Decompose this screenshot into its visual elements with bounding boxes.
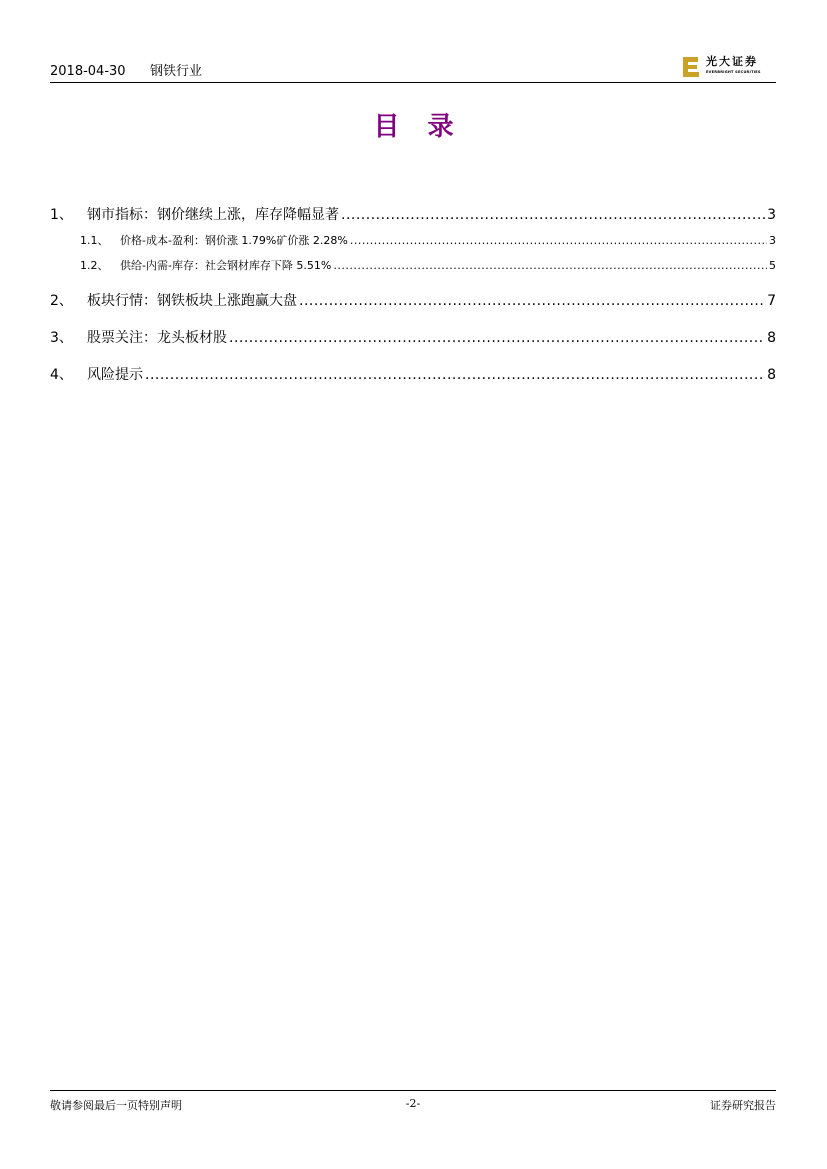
page-header <box>50 56 776 83</box>
toc-entry-title: 价格-成本-盈利：钢价涨 1.79%矿价涨 2.28% <box>120 234 348 247</box>
toc-entry-number: 1.2、 <box>80 259 109 272</box>
toc-entry-number: 4、 <box>50 367 73 383</box>
toc-leader-dots <box>229 330 765 346</box>
toc-entry-title: 钢市指标：钢价继续上涨，库存降幅显著 <box>87 207 339 223</box>
report-date: 2018-04-30 <box>50 64 126 79</box>
toc-leader-dots <box>341 207 765 223</box>
toc-entry-number: 2、 <box>50 293 73 309</box>
footer-page-number: -2- <box>405 1097 421 1110</box>
toc-entry-page: 5 <box>769 259 776 272</box>
toc-entry-title: 板块行情：钢铁板块上涨跑赢大盘 <box>87 293 297 309</box>
logo-english-text: EVERBRIGHT SECURITIES <box>706 70 761 74</box>
toc-entry-1-2[interactable] <box>50 257 776 273</box>
logo-chinese-text: 光大证券 <box>706 55 758 68</box>
toc-entry-number: 3、 <box>50 330 73 346</box>
toc-entry-page: 7 <box>767 293 776 309</box>
toc-entry-page: 8 <box>767 330 776 346</box>
toc-entry-1-1[interactable] <box>50 232 776 248</box>
footer-disclaimer: 敬请参阅最后一页特别声明 <box>50 1099 182 1112</box>
industry-label: 钢铁行业 <box>150 64 203 79</box>
toc-entry-3[interactable] <box>50 327 776 347</box>
company-logo <box>682 56 776 80</box>
toc-entry-number: 1.1、 <box>80 234 109 247</box>
toc-entry-4[interactable] <box>50 364 776 384</box>
everbright-logo-icon <box>682 56 700 78</box>
toc-entry-title: 风险提示 <box>87 367 143 383</box>
toc-leader-dots <box>333 259 767 272</box>
toc-entry-page: 3 <box>767 207 776 223</box>
toc-leader-dots <box>299 293 765 309</box>
toc-entry-page: 8 <box>767 367 776 383</box>
toc-entry-title: 供给-内需-库存：社会钢材库存下降 5.51% <box>120 259 332 272</box>
page-title: 目录 <box>373 112 482 142</box>
toc-entry-2[interactable] <box>50 290 776 310</box>
toc-leader-dots <box>350 234 767 247</box>
toc-leader-dots <box>145 367 765 383</box>
toc-entry-1[interactable] <box>50 204 776 224</box>
page-footer <box>50 1090 776 1117</box>
footer-report-type: 证券研究报告 <box>710 1099 776 1112</box>
toc-entry-title: 股票关注：龙头板材股 <box>87 330 227 346</box>
toc-entry-number: 1、 <box>50 207 73 223</box>
toc-entry-page: 3 <box>769 234 776 247</box>
